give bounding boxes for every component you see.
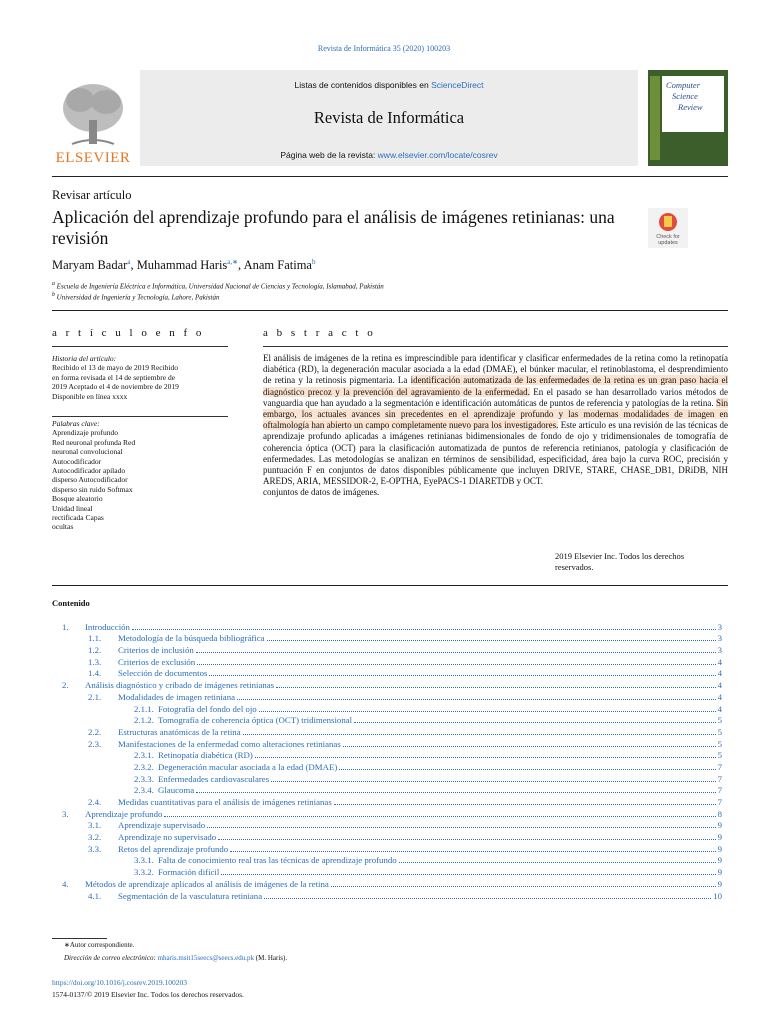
- cover-line-1: Computer: [666, 80, 700, 90]
- cover-line-3: Review: [678, 102, 703, 112]
- footnote-rule: [52, 938, 107, 939]
- history-line: 2019 Aceptado el 4 de noviembre de 2019: [52, 382, 179, 392]
- toc-label: Criterios de inclusión: [118, 645, 194, 656]
- abstract-end-rule: [52, 585, 728, 586]
- toc-link[interactable]: [158, 785, 722, 795]
- publisher-logo: ELSEVIER: [55, 150, 131, 166]
- toc-page-number: 4: [717, 656, 722, 667]
- toc-page-number: 7: [717, 761, 722, 772]
- toc-number: 3.3.: [88, 843, 102, 854]
- toc-link[interactable]: [158, 750, 722, 760]
- toc-number: 2.3.: [88, 738, 102, 749]
- author-sup[interactable]: a,∗: [227, 258, 239, 266]
- toc-label: Métodos de aprendizaje aplicados al análisis de imágenes de la retina: [85, 878, 329, 889]
- toc-leader: [354, 722, 716, 723]
- email-link[interactable]: mharis.msit15seecs@seecs.edu.pk: [157, 954, 255, 962]
- toc-page-number: 9: [717, 832, 722, 843]
- toc-page-number: 3: [717, 645, 722, 656]
- toc-leader: [243, 734, 716, 735]
- toc-leader: [218, 839, 715, 840]
- abstract-highlight: Sin embargo, los actuales avances sin precedentes en el aprendizaje profundo y las modernas modalidades de imagen en oftalmología han abierto un campo completamente nuevo para los investigadores.: [263, 397, 728, 431]
- toc-link[interactable]: [118, 891, 722, 901]
- toc-entry[interactable]: [52, 749, 728, 761]
- homepage-link[interactable]: www.elsevier.com/locate/cosrev: [377, 150, 498, 160]
- toc-label: Retinopatía diabética (RD): [158, 750, 253, 761]
- toc-number: 1.4.: [88, 668, 102, 679]
- toc-leader: [196, 792, 715, 793]
- toc-link[interactable]: [85, 622, 722, 632]
- author-sup[interactable]: b: [311, 258, 316, 266]
- abstract-body: [263, 353, 728, 499]
- toc-entry[interactable]: [52, 725, 728, 737]
- cover-line-2: Science: [672, 91, 698, 101]
- issn-copyright: 1574-0137/© 2019 Elsevier Inc. Todos los derechos reservados.: [52, 990, 244, 999]
- toc-label: Medidas cuantitativas para el análisis de imágenes retinianas: [118, 797, 332, 807]
- table-of-contents: [52, 620, 728, 901]
- keyword-line: Bosque aleatorio: [52, 494, 103, 504]
- toc-number: 2.4.: [88, 797, 102, 807]
- keyword-line: Aprendizaje profundo: [52, 428, 119, 438]
- toc-number: 2.2.: [88, 726, 102, 737]
- toc-page-number: 5: [717, 715, 722, 726]
- toc-page-number: 8: [717, 808, 722, 819]
- affiliation-text: Universidad de Ingeniería y Tecnología, Lahore, Pakistán: [56, 293, 220, 302]
- article-info-heading: a r t í c u l o e n f o: [52, 327, 205, 339]
- toc-entry[interactable]: [52, 760, 728, 772]
- email-note: [64, 954, 287, 962]
- toc-label: Tomografía de coherencia óptica (OCT) tridimensional: [158, 715, 353, 726]
- keyword-line: rectificada Capas: [52, 513, 104, 523]
- toc-label: Formación difícil: [158, 867, 220, 878]
- toc-number: 3.1.: [88, 820, 102, 831]
- abstract-heading: a b s t r a c t o: [263, 327, 376, 339]
- toc-link[interactable]: [118, 727, 722, 737]
- toc-page-number: 7: [717, 785, 722, 796]
- toc-link[interactable]: [118, 668, 722, 678]
- abstract-text: En el pasado se han desarrollado varios métodos de vanguardia que han ayudado a la segmentación e identificación automáticas de puntos de referencia y patologías de la retina.: [263, 386, 728, 408]
- toc-number: 3.3.1.: [134, 855, 154, 866]
- affiliation-sup: b: [52, 292, 55, 298]
- toc-entry[interactable]: [52, 842, 728, 854]
- toc-entry[interactable]: [52, 690, 728, 702]
- toc-label: Aprendizaje supervisado: [118, 820, 206, 831]
- journal-homepage: [140, 150, 638, 160]
- toc-label: Estructuras anatómicas de la retina: [118, 726, 241, 737]
- toc-page-number: 4: [717, 680, 722, 691]
- article-type: Revisar artículo: [52, 188, 132, 202]
- toc-number: 2.3.2.: [134, 761, 154, 772]
- author-name[interactable]: Maryam Badar: [52, 258, 128, 273]
- toc-title: Contenido: [52, 598, 90, 608]
- toc-page-number: 3: [717, 633, 722, 644]
- toc-leader: [197, 664, 715, 665]
- toc-link[interactable]: [118, 657, 722, 667]
- article-history: [52, 354, 228, 401]
- email-label: Dirección de correo electrónico:: [64, 954, 158, 962]
- toc-link[interactable]: [158, 774, 722, 784]
- abstract-rule: [263, 346, 728, 347]
- toc-link[interactable]: [118, 820, 722, 830]
- toc-entry[interactable]: [52, 620, 728, 632]
- toc-page-number: 5: [717, 726, 722, 737]
- history-line: en forma revisada el 14 de septiembre de: [52, 372, 176, 382]
- toc-label: Degeneración macular asociada a la edad (DMAE): [158, 761, 338, 772]
- history-label: Historia del artículo:: [52, 354, 117, 363]
- author-sup[interactable]: a: [127, 258, 131, 266]
- journal-cover[interactable]: [648, 70, 728, 166]
- toc-page-number: 5: [717, 738, 722, 749]
- toc-label: Falta de conocimiento real tras las técnicas de aprendizaje profundo: [158, 855, 397, 866]
- journal-title: Revista de Informática: [313, 108, 465, 127]
- keyword-line: neuronal convolucional: [52, 447, 123, 457]
- abstract-text: El análisis de imágenes de la retina es imprescindible para identificar y clasificar enfermedades de la retina como la retinopatía diabética (RD), la degeneración macular asociada a la edad (DMAE), el búnker macular, el retinoblastoma, el desprendimiento de retina y la retinosis pigmentaria. La: [263, 353, 728, 386]
- keyword-line: ocultas: [52, 522, 74, 532]
- badge-line1: Check for: [656, 234, 680, 240]
- keywords-label: Palabras clave:: [52, 419, 100, 428]
- keyword-line: Autocodificador apilado: [52, 466, 126, 476]
- toc-number: 2.: [62, 680, 69, 691]
- toc-link[interactable]: [118, 797, 722, 807]
- toc-number: 2.1.1.: [134, 703, 154, 714]
- toc-page-number: 9: [717, 878, 722, 889]
- history-line: Disponible en línea xxxx: [52, 391, 128, 401]
- toc-page-number: 9: [717, 867, 722, 878]
- abstract-copyright: 2019 Elsevier Inc. Todos los derechos reservados.: [555, 551, 685, 572]
- toc-entry[interactable]: [52, 655, 728, 667]
- toc-label: Introducción: [85, 621, 130, 632]
- info-rule: [52, 346, 228, 347]
- toc-leader: [331, 886, 716, 887]
- toc-entry[interactable]: [52, 643, 728, 655]
- toc-link[interactable]: [118, 832, 722, 842]
- toc-label: Manifestaciones de la enfermedad como alteraciones retinianas: [118, 738, 341, 749]
- toc-leader: [196, 652, 716, 653]
- sciencedirect-link[interactable]: ScienceDirect: [431, 80, 484, 90]
- toc-number: 2.3.4.: [134, 785, 154, 796]
- toc-link[interactable]: [118, 645, 722, 655]
- keyword-line: disperso sin ruido Softmax: [52, 484, 133, 494]
- toc-link[interactable]: [118, 844, 722, 854]
- toc-link[interactable]: [158, 715, 722, 725]
- title-rule: [52, 310, 728, 311]
- toc-link[interactable]: [118, 633, 722, 643]
- keywords: [52, 419, 228, 532]
- history-line: Recibido el 13 de mayo de 2019 Recibido: [52, 363, 179, 373]
- keyword-line: disperso Autocodificador: [52, 475, 128, 485]
- toc-number: 3.: [62, 808, 69, 819]
- email-suffix: (M. Haris).: [254, 954, 288, 962]
- toc-number: 1.3.: [88, 656, 102, 667]
- toc-entry[interactable]: [52, 854, 728, 866]
- toc-number: 3.2.: [88, 832, 102, 843]
- toc-page-number: 5: [717, 750, 722, 761]
- homepage-prefix: Página web de la revista:: [280, 150, 378, 160]
- toc-entry[interactable]: [52, 667, 728, 679]
- toc-entry[interactable]: [52, 865, 728, 877]
- toc-link[interactable]: [158, 704, 722, 714]
- toc-link[interactable]: [158, 855, 722, 865]
- toc-link[interactable]: [118, 739, 722, 749]
- toc-leader: [267, 640, 716, 641]
- toc-entry[interactable]: [52, 807, 728, 819]
- toc-page-number: 4: [717, 668, 722, 679]
- contents-prefix: Listas de contenidos disponibles en: [294, 80, 432, 90]
- toc-leader: [276, 687, 716, 688]
- toc-label: Aprendizaje no supervisado: [118, 832, 217, 843]
- toc-label: Aprendizaje profundo: [85, 808, 163, 819]
- author-name[interactable]: Muhammad Haris: [136, 258, 228, 273]
- toc-leader: [237, 699, 716, 700]
- abstract-text: Este artículo es una revisión de las técnicas de aprendizaje profundo aplicadas a imágenes retinianas bidimensionales de fondo de ojo y tridimensionales de tomografía de coherencia óptica (OCT) para la clasificación automatizada de puntos de referencia retinianos, patología y clasificación de enfermedades.: [263, 420, 728, 464]
- toc-link[interactable]: [85, 680, 722, 690]
- toc-link[interactable]: [85, 879, 722, 889]
- toc-label: Retos del aprendizaje profundo: [118, 843, 229, 854]
- keyword-line: Red neuronal profunda Red: [52, 437, 136, 447]
- corresponding-author-note: ∗Autor correspondiente.: [64, 941, 135, 949]
- toc-page-number: 9: [717, 820, 722, 831]
- toc-entry[interactable]: [52, 702, 728, 714]
- toc-page-number: 9: [717, 855, 722, 866]
- toc-number: 2.1.: [88, 691, 102, 702]
- toc-leader: [132, 629, 716, 630]
- toc-label: Enfermedades cardiovasculares: [158, 773, 270, 784]
- toc-number: 1.: [62, 621, 69, 632]
- toc-link[interactable]: [158, 867, 722, 877]
- affiliation-sup: a: [52, 281, 55, 287]
- header-rule: [52, 176, 728, 177]
- toc-number: 1.1.: [88, 633, 102, 644]
- toc-label: Criterios de exclusión: [118, 656, 196, 667]
- toc-entry[interactable]: [52, 819, 728, 831]
- toc-leader: [255, 757, 716, 758]
- toc-entry[interactable]: [52, 714, 728, 726]
- affiliation-text: Escuela de Ingeniería Eléctrica e Informática, Universidad Nacional de Ciencias y Tecnología, Islamabad, Pakistán: [56, 282, 384, 291]
- toc-leader: [207, 827, 715, 828]
- affiliation-b: [52, 292, 219, 301]
- toc-label: Modalidades de imagen retiniana: [118, 691, 236, 702]
- toc-leader: [334, 804, 716, 805]
- check-for-updates-icon[interactable]: [648, 208, 688, 248]
- toc-number: 4.: [62, 878, 69, 889]
- toc-page-number: 9: [717, 843, 722, 854]
- toc-label: Fotografía del fondo del ojo: [158, 703, 257, 714]
- author-list: Maryam Badar$^a$, Muhammad Haris$^{a,∗}$, Anam Fatima$^b$: [52, 258, 316, 273]
- toc-leader: [209, 675, 715, 676]
- toc-entry[interactable]: [52, 632, 728, 644]
- article-title: Aplicación del aprendizaje profundo para el análisis de imágenes retinianas: una revisión: [52, 207, 615, 248]
- toc-page-number: 7: [717, 797, 722, 807]
- toc-page-number: 4: [717, 691, 722, 702]
- toc-link[interactable]: [158, 762, 722, 772]
- toc-label: Metodología de la búsqueda bibliográfica: [118, 633, 265, 644]
- toc-leader: [399, 862, 716, 863]
- toc-number: 2.1.2.: [134, 715, 154, 726]
- toc-leader: [343, 746, 716, 747]
- toc-page-number: 4: [717, 703, 722, 714]
- toc-label: Glaucoma: [158, 785, 195, 796]
- author-name[interactable]: Anam Fatima: [243, 258, 312, 273]
- toc-link[interactable]: [118, 692, 722, 702]
- toc-leader: [339, 769, 715, 770]
- toc-leader: [271, 781, 715, 782]
- toc-entry[interactable]: [52, 678, 728, 690]
- toc-entry[interactable]: [52, 795, 728, 807]
- cover-strip: [650, 76, 660, 160]
- toc-label: Segmentación de la vasculatura retiniana: [118, 890, 263, 901]
- keywords-rule: [52, 416, 228, 417]
- toc-leader: [264, 898, 711, 899]
- toc-label: Selección de documentos: [118, 668, 208, 679]
- toc-label: Análisis diagnóstico y cribado de imágenes retinianas: [85, 680, 275, 691]
- keyword-line: Unidad lineal: [52, 503, 93, 513]
- toc-number: 2.3.3.: [134, 773, 154, 784]
- toc-number: 1.2.: [88, 645, 102, 656]
- toc-entry[interactable]: [52, 737, 728, 749]
- toc-page-number: 10: [713, 890, 722, 901]
- doi-link[interactable]: https://doi.org/10.1016/j.cosrev.2019.100203: [52, 978, 187, 987]
- journal-reference[interactable]: Revista de Informática 35 (2020) 100203: [317, 44, 451, 53]
- toc-entry[interactable]: [52, 889, 728, 901]
- abstract-text: Las metodologías se analizan en términos de sensibilidad, especificidad, área bajo la curva ROC, precisión y puntuación F en conjuntos de datos disponibles públicamente que incluyen DRIVE, STARE, CHASE_DB1, DRiDB, NIH AREDS, ARIA, MESSIDOR-2, E-OPTHA, EyePACS-1 DIARETDB y OCT.: [263, 453, 728, 487]
- toc-entry[interactable]: [52, 772, 728, 784]
- toc-link[interactable]: [85, 809, 722, 819]
- badge-line2: updates: [658, 240, 678, 246]
- toc-entry[interactable]: [52, 830, 728, 842]
- toc-page-number: 7: [717, 773, 722, 784]
- toc-leader: [221, 874, 715, 875]
- toc-entry[interactable]: [52, 784, 728, 796]
- toc-number: 2.3.1.: [134, 750, 154, 761]
- toc-number: 3.3.2.: [134, 867, 154, 878]
- toc-number: 4.1.: [88, 890, 102, 901]
- keyword-line: Autocodificador: [52, 456, 102, 466]
- toc-leader: [259, 711, 716, 712]
- toc-leader: [164, 816, 715, 817]
- toc-page-number: 3: [717, 621, 722, 632]
- toc-leader: [230, 851, 715, 852]
- abstract-text-tail: conjuntos de datos de imágenes.: [263, 487, 380, 498]
- affiliation-a: [52, 281, 384, 290]
- abstract-highlight: identificación automatizada de las enfermedades de la retina es un gran paso hacia el diagnóstico precoz y la prevención del agravamiento de la enfermedad.: [263, 375, 729, 397]
- contents-availability: [140, 80, 638, 90]
- toc-entry[interactable]: [52, 877, 728, 889]
